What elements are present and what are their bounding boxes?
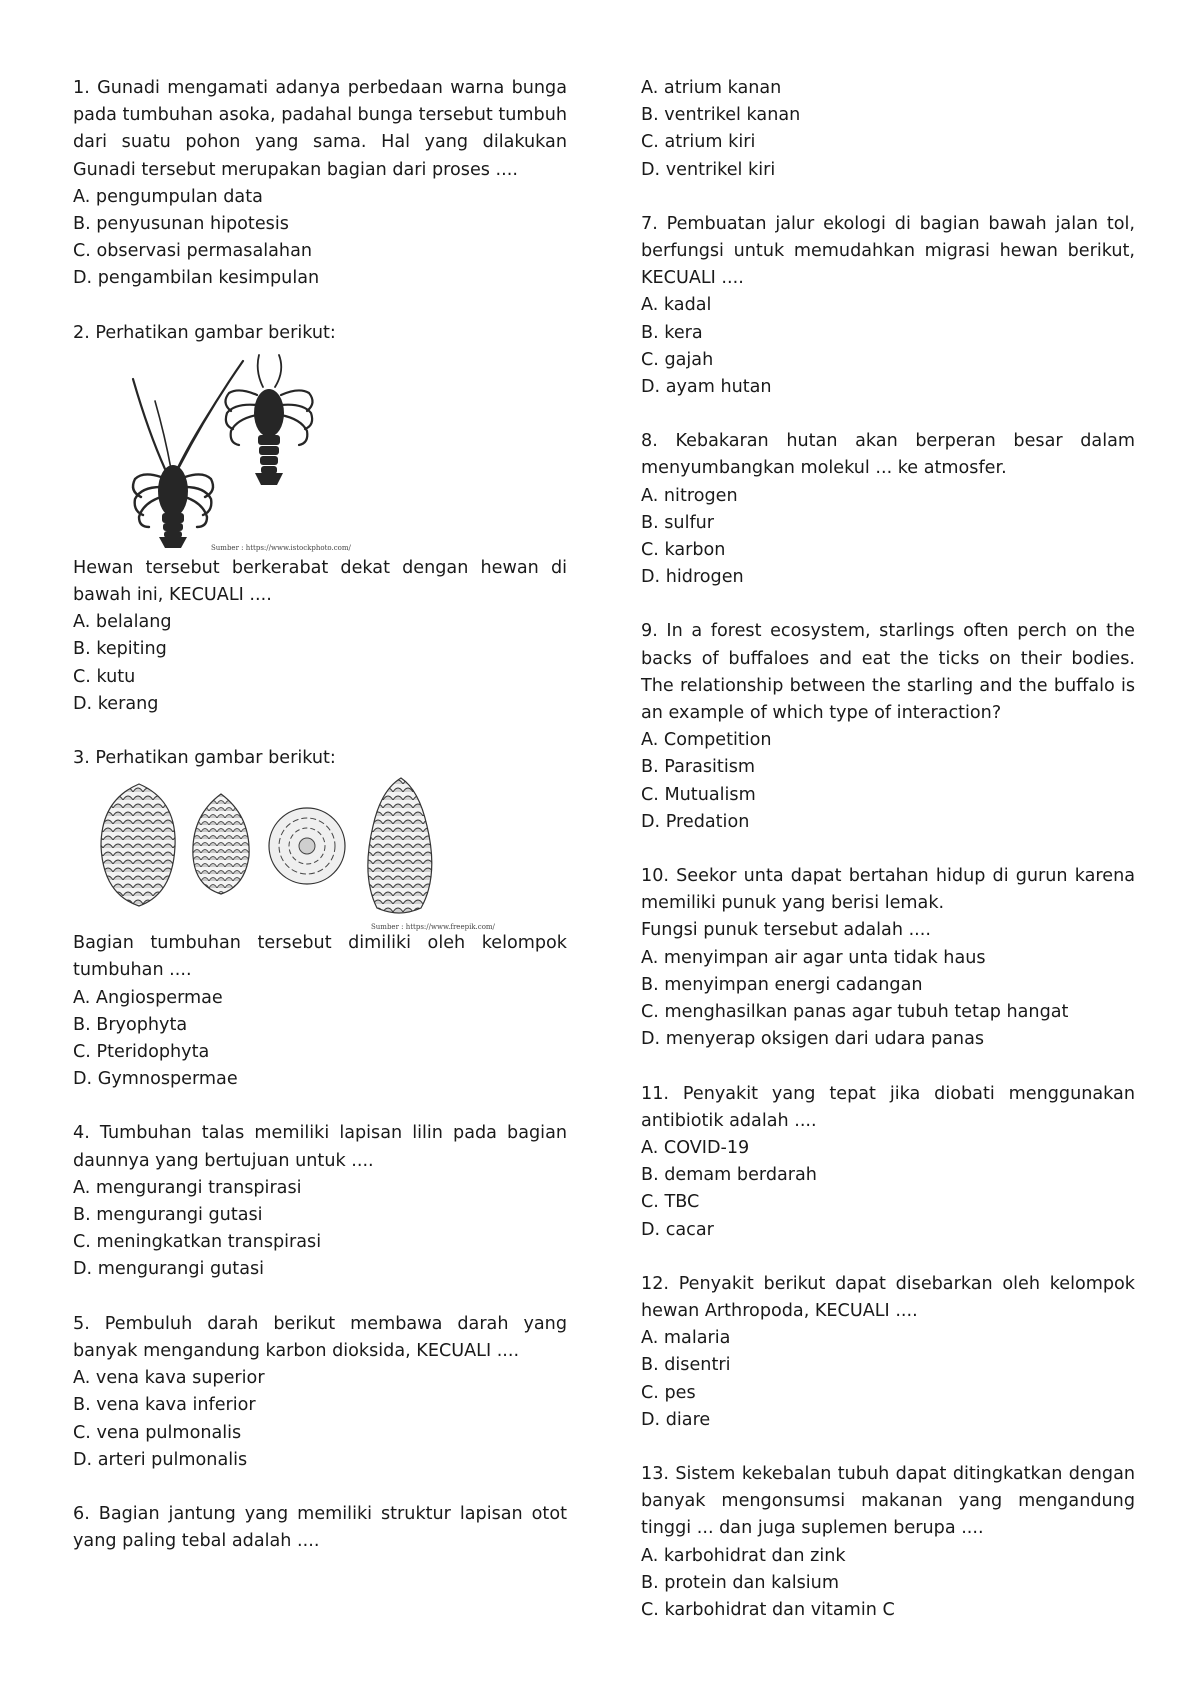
- option-c[interactable]: C. Pteridophyta: [73, 1042, 210, 1063]
- question-2: [73, 320, 567, 718]
- question-4: [73, 1120, 567, 1283]
- lobster-2: [225, 355, 312, 485]
- question-stem: 13. Sistem kekebalan tubuh dapat ditingkatkan dengan banyak mengonsumsi makanan yang mengandung tinggi ... dan juga suplemen berupa ....: [641, 1463, 1135, 1539]
- option-d[interactable]: D. kerang: [73, 693, 159, 714]
- option-b[interactable]: B. penyusunan hipotesis: [73, 214, 289, 235]
- option-a[interactable]: A. Angiospermae: [73, 987, 223, 1008]
- option-a[interactable]: A. vena kava superior: [73, 1368, 265, 1389]
- option-b[interactable]: B. sulfur: [641, 512, 715, 533]
- question-9: [641, 618, 1135, 836]
- option-d[interactable]: D. ayam hutan: [641, 377, 772, 398]
- option-b[interactable]: B. demam berdarah: [641, 1165, 817, 1186]
- option-a[interactable]: A. malaria: [641, 1328, 731, 1349]
- figure-source-caption: Sumber : https://www.istockphoto.com/: [211, 543, 351, 552]
- option-d[interactable]: D. Predation: [641, 811, 750, 832]
- option-a[interactable]: A. mengurangi transpirasi: [73, 1177, 302, 1198]
- question-stem-continued: Fungsi punuk tersebut adalah ....: [641, 920, 931, 941]
- option-b[interactable]: B. mengurangi gutasi: [73, 1205, 263, 1226]
- question-10: [641, 863, 1135, 1053]
- option-b[interactable]: B. kepiting: [73, 639, 167, 660]
- option-c[interactable]: C. pes: [641, 1382, 696, 1403]
- option-d[interactable]: D. menyerap oksigen dari udara panas: [641, 1029, 985, 1050]
- left-column: [73, 75, 567, 1555]
- question-stem: 3. Perhatikan gambar berikut:: [73, 748, 336, 769]
- option-d[interactable]: D. mengurangi gutasi: [73, 1259, 265, 1280]
- question-stem: 6. Bagian jantung yang memiliki struktur lapisan otot yang paling tebal adalah ....: [73, 1503, 567, 1552]
- option-c[interactable]: C. TBC: [641, 1192, 700, 1213]
- option-c[interactable]: C. kutu: [73, 666, 136, 687]
- question-stem-continued: Bagian tumbuhan tersebut dimiliki oleh kelompok tumbuhan ....: [73, 933, 567, 981]
- pine-cone-figure: [73, 776, 567, 932]
- option-c[interactable]: C. vena pulmonalis: [73, 1422, 242, 1443]
- option-b[interactable]: B. menyimpan energi cadangan: [641, 974, 923, 995]
- question-6: [73, 1501, 567, 1555]
- right-column: [641, 75, 1135, 1624]
- question-stem: 4. Tumbuhan talas memiliki lapisan lilin pada bagian daunnya yang bertujuan untuk ....: [73, 1123, 567, 1171]
- option-d[interactable]: D. ventrikel kiri: [641, 159, 776, 180]
- option-a[interactable]: A. COVID-19: [641, 1137, 750, 1158]
- figure-source-caption: Sumber : https://www.freepik.com/: [371, 923, 495, 932]
- question-12: [641, 1271, 1135, 1434]
- option-d[interactable]: D. diare: [641, 1409, 711, 1430]
- question-stem: 7. Pembuatan jalur ekologi di bagian bawah jalan tol, berfungsi untuk memudahkan migrasi hewan berikut, KECUALI ....: [641, 213, 1135, 289]
- option-b[interactable]: B. ventrikel kanan: [641, 105, 801, 126]
- question-5: [73, 1311, 567, 1474]
- option-b[interactable]: B. kera: [641, 322, 703, 343]
- option-a[interactable]: A. Competition: [641, 730, 772, 751]
- pine-cone-2: [193, 794, 249, 894]
- option-b[interactable]: B. Parasitism: [641, 757, 756, 778]
- option-c[interactable]: C. menghasilkan panas agar tubuh tetap hangat: [641, 1002, 1069, 1023]
- question-7: [641, 211, 1135, 401]
- option-c[interactable]: C. atrium kiri: [641, 132, 756, 153]
- option-c[interactable]: C. karbohidrat dan vitamin C: [641, 1599, 895, 1620]
- pine-cone-4: [368, 778, 432, 913]
- option-d[interactable]: D. cacar: [641, 1219, 714, 1240]
- option-c[interactable]: C. gajah: [641, 349, 714, 370]
- question-13: [641, 1461, 1135, 1624]
- question-stem-continued: Hewan tersebut berkerabat dekat dengan hewan di bawah ini, KECUALI ....: [73, 557, 567, 606]
- pine-cone-illustration: [73, 776, 473, 926]
- question-1: [73, 75, 567, 293]
- pine-cone-1: [101, 784, 175, 906]
- option-c[interactable]: C. observasi permasalahan: [73, 241, 313, 262]
- question-stem: 5. Pembuluh darah berikut membawa darah yang banyak mengandung karbon dioksida, KECUALI ....: [73, 1313, 567, 1361]
- lobster-figure: [73, 351, 567, 551]
- option-d[interactable]: D. arteri pulmonalis: [73, 1449, 248, 1470]
- question-stem: 12. Penyakit berikut dapat disebarkan oleh kelompok hewan Arthropoda, KECUALI ....: [641, 1273, 1135, 1321]
- question-stem: 11. Penyakit yang tepat jika diobati menggunakan antibiotik adalah ....: [641, 1083, 1135, 1131]
- lobster-illustration: [73, 351, 373, 551]
- question-stem: 10. Seekor unta dapat bertahan hidup di gurun karena memiliki punuk yang berisi lemak.: [641, 866, 1135, 914]
- option-d[interactable]: D. hidrogen: [641, 567, 744, 588]
- option-a[interactable]: A. belalang: [73, 612, 172, 633]
- question-8: [641, 428, 1135, 591]
- option-a[interactable]: A. atrium kanan: [641, 78, 782, 98]
- question-stem: 1. Gunadi mengamati adanya perbedaan warna bunga pada tumbuhan asoka, padahal bunga tersebut tumbuh dari suatu pohon yang sama. Hal yang dilakukan Gunadi tersebut merupakan bagian dari proses ....: [73, 78, 567, 180]
- question-stem: 9. In a forest ecosystem, starlings often perch on the backs of buffaloes and eat the ticks on their bodies. The relationship between the starling and the buffalo is an example of which type of interaction?: [641, 621, 1135, 724]
- option-c[interactable]: C. meningkatkan transpirasi: [73, 1232, 322, 1253]
- option-b[interactable]: B. vena kava inferior: [73, 1395, 256, 1416]
- question-11: [641, 1081, 1135, 1244]
- question-3: [73, 745, 567, 1093]
- option-a[interactable]: A. pengumpulan data: [73, 186, 263, 207]
- option-a[interactable]: A. kadal: [641, 295, 712, 316]
- option-b[interactable]: B. disentri: [641, 1355, 731, 1376]
- pine-cone-3: [269, 808, 345, 884]
- option-a[interactable]: A. menyimpan air agar unta tidak haus: [641, 947, 986, 968]
- question-stem: 2. Perhatikan gambar berikut:: [73, 322, 336, 343]
- option-d[interactable]: D. pengambilan kesimpulan: [73, 268, 320, 289]
- option-a[interactable]: A. nitrogen: [641, 485, 738, 506]
- question-6-options: [641, 75, 1135, 184]
- option-a[interactable]: A. karbohidrat dan zink: [641, 1545, 846, 1566]
- option-c[interactable]: C. Mutualism: [641, 784, 756, 805]
- option-c[interactable]: C. karbon: [641, 540, 726, 561]
- question-stem: 8. Kebakaran hutan akan berperan besar dalam menyumbangkan molekul ... ke atmosfer.: [641, 431, 1135, 479]
- option-d[interactable]: D. Gymnospermae: [73, 1069, 238, 1090]
- option-b[interactable]: B. protein dan kalsium: [641, 1572, 839, 1593]
- lobster-1: [133, 361, 243, 548]
- option-b[interactable]: B. Bryophyta: [73, 1014, 188, 1035]
